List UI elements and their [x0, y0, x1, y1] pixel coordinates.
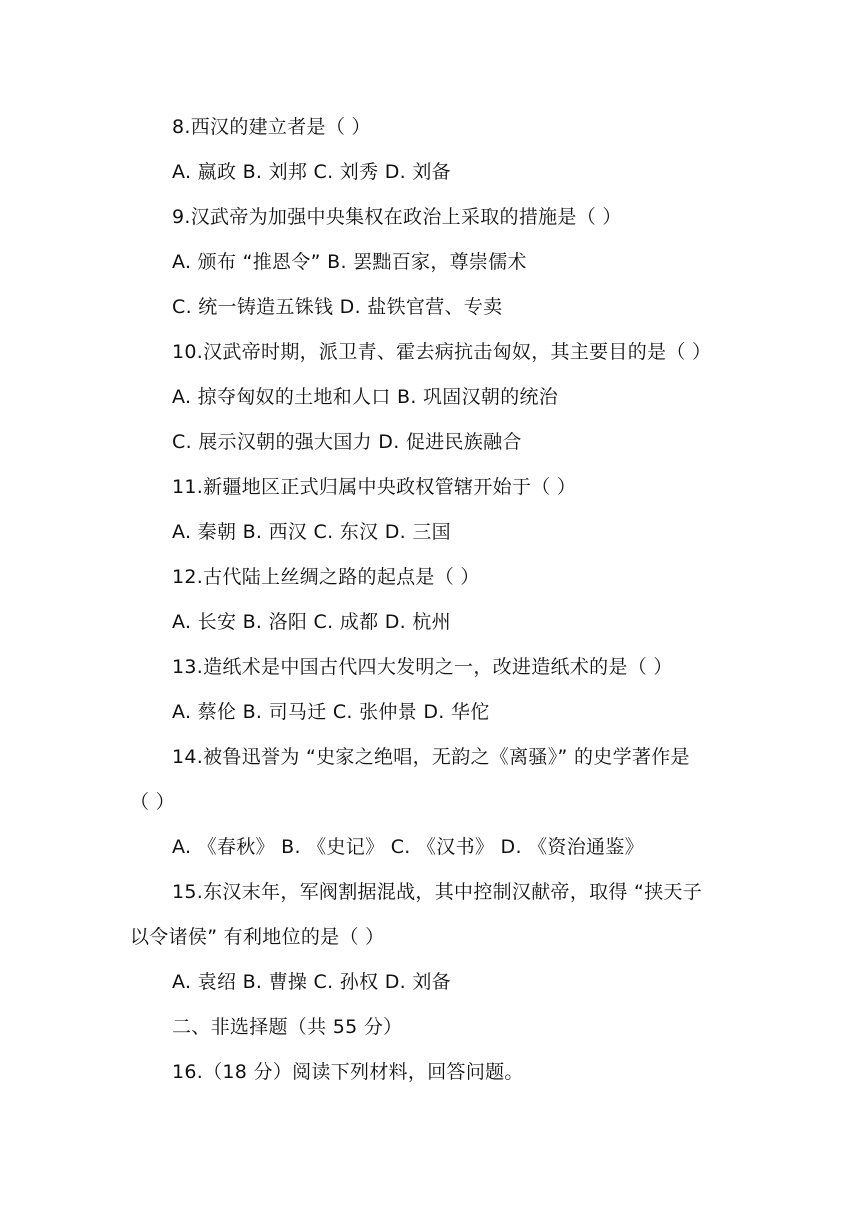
question-15-stem: 15.东汉末年，军阀割据混战，其中控制汉献帝，取得 “挟天子 — [172, 881, 703, 903]
question-10-options-cd: C. 展示汉朝的强大国力 D. 促进民族融合 — [172, 431, 522, 453]
question-13-stem: 13.造纸术是中国古代四大发明之一，改进造纸术的是（ ） — [172, 656, 673, 678]
question-9-options-ab: A. 颁布 “推恩令” B. 罢黜百家，尊崇儒术 — [172, 251, 527, 273]
question-14-options: A. 《春秋》 B. 《史记》 C. 《汉书》 D. 《资治通鉴》 — [172, 836, 644, 858]
question-14-stem-continued: （ ） — [130, 791, 175, 813]
question-11-options: A. 秦朝 B. 西汉 C. 东汉 D. 三国 — [172, 521, 451, 543]
question-9-options-cd: C. 统一铸造五铢钱 D. 盐铁官营、专卖 — [172, 296, 503, 318]
question-12-options: A. 长安 B. 洛阳 C. 成都 D. 杭州 — [172, 611, 451, 633]
question-8-options: A. 嬴政 B. 刘邦 C. 刘秀 D. 刘备 — [172, 161, 451, 183]
question-15-stem-continued: 以令诸侯” 有利地位的是（ ） — [130, 926, 385, 948]
question-15-options: A. 袁绍 B. 曹操 C. 孙权 D. 刘备 — [172, 971, 451, 993]
question-8-stem: 8.西汉的建立者是（ ） — [172, 116, 371, 138]
question-14-stem: 14.被鲁迅誉为 “史家之绝唱，无韵之《离骚》” 的史学著作是 — [172, 746, 690, 768]
section-two-heading: 二、非选择题（共 55 分） — [172, 1016, 403, 1038]
question-10-options-ab: A. 掠夺匈奴的土地和人口 B. 巩固汉朝的统治 — [172, 386, 559, 408]
question-12-stem: 12.古代陆上丝绸之路的起点是（ ） — [172, 566, 480, 588]
question-11-stem: 11.新疆地区正式归属中央政权管辖开始于（ ） — [172, 476, 577, 498]
question-13-options: A. 蔡伦 B. 司马迁 C. 张仲景 D. 华佗 — [172, 701, 490, 723]
question-16-stem: 16.（18 分）阅读下列材料，回答问题。 — [172, 1061, 524, 1083]
question-9-stem: 9.汉武帝为加强中央集权在政治上采取的措施是（ ） — [172, 206, 622, 228]
question-10-stem: 10.汉武帝时期，派卫青、霍去病抗击匈奴，其主要目的是（ ） — [172, 341, 712, 363]
